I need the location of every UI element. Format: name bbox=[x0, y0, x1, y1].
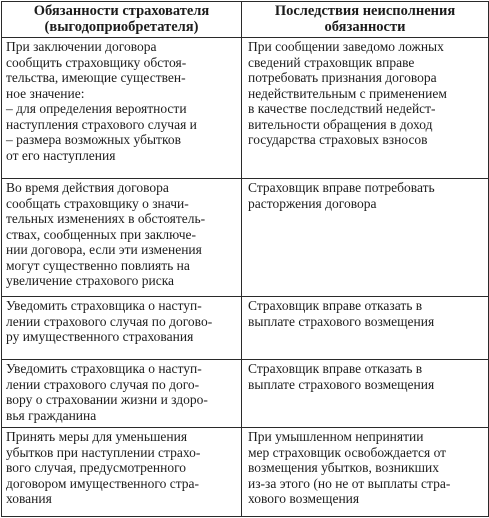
duty-line: лении страхового случая по дого- bbox=[6, 376, 200, 392]
duty-cell bbox=[2, 428, 242, 517]
duty-cell bbox=[2, 297, 242, 360]
consequence-line: расторжения договора bbox=[248, 195, 377, 211]
consequence-line: мер страховщик освобождается от bbox=[248, 444, 447, 460]
consequence-line: государства страховых взносов bbox=[248, 132, 428, 147]
duty-line: Уведомить страховщика о наступ- bbox=[6, 298, 202, 313]
duty-line: сообщить страховщику обстоя- bbox=[6, 54, 187, 70]
duty-line: нии договора, если эти изменения bbox=[6, 242, 202, 257]
duty-line: вору о страховании жизни и здоро- bbox=[6, 392, 208, 407]
duty-line: Принять меры для уменьшения bbox=[6, 429, 188, 444]
duty-line: хования bbox=[6, 491, 52, 506]
header-obligations-line: (выгодоприобретателя) bbox=[44, 19, 199, 35]
consequence-cell bbox=[242, 428, 489, 517]
duty-line: наступления страхового случая и bbox=[6, 116, 197, 132]
duty-line: ное значение: bbox=[6, 85, 85, 101]
consequence-line: вительности обращения в доход bbox=[248, 116, 433, 132]
consequence-line: возмещения убытков, возникших bbox=[248, 460, 440, 475]
obligations-table bbox=[1, 1, 489, 517]
duty-line: договором имущественного стра- bbox=[6, 475, 200, 491]
header-consequences bbox=[242, 2, 489, 38]
duty-line: тельства, имеющие существен- bbox=[6, 70, 186, 85]
header-consequences-line: Последствия неисполнения bbox=[274, 3, 456, 19]
table-header-row bbox=[2, 2, 489, 38]
table-row bbox=[2, 179, 489, 297]
consequence-line: недействительным с применением bbox=[248, 85, 447, 101]
duty-line: вья гражданина bbox=[6, 407, 97, 423]
consequence-cell bbox=[242, 179, 489, 297]
header-obligations bbox=[2, 2, 242, 38]
consequence-line: из-за этого (но не от выплаты стра- bbox=[248, 475, 451, 491]
duty-line: убытков при наступлении страхо- bbox=[6, 444, 201, 460]
consequence-cell bbox=[242, 297, 489, 360]
duty-line: ру имущественного страхования bbox=[6, 329, 194, 344]
consequence-line: выплате страхового возмещения bbox=[248, 376, 435, 392]
header-obligations-line: Обязанности страхователя bbox=[33, 3, 210, 19]
duty-line: увеличение страхового риска bbox=[6, 273, 175, 288]
table-row bbox=[2, 297, 489, 360]
consequence-line: При умышленном непринятии bbox=[248, 429, 424, 444]
consequence-line: При сообщении заведомо ложных bbox=[248, 39, 444, 54]
table-row bbox=[2, 360, 489, 428]
consequence-cell bbox=[242, 360, 489, 428]
header-consequences-line: обязанности bbox=[324, 19, 406, 35]
duty-line: могут существенно повлиять на bbox=[6, 257, 190, 273]
duty-line: При заключении договора bbox=[6, 39, 157, 54]
consequence-line: в качестве последствий недейст- bbox=[248, 101, 436, 116]
duty-line: ствах, сообщенных при заключе- bbox=[6, 226, 197, 242]
duty-line: Уведомить страховщика о наступ- bbox=[6, 361, 202, 376]
table-row bbox=[2, 428, 489, 517]
consequence-line: Страховщик вправе потребовать bbox=[248, 180, 435, 195]
duty-line: – размера возможных убытков bbox=[6, 132, 181, 147]
duty-line: Во время действия договора bbox=[6, 180, 169, 195]
table-row bbox=[2, 38, 489, 179]
duty-line: тельных изменениях в обстоятель- bbox=[6, 211, 206, 226]
duty-line: сообщать страховщику о значи- bbox=[6, 195, 189, 211]
duty-cell bbox=[2, 38, 242, 179]
consequence-cell bbox=[242, 38, 489, 179]
consequence-line: выплате страхового возмещения bbox=[248, 313, 435, 329]
duty-line: вого случая, предусмотренного bbox=[6, 460, 187, 475]
consequence-line: Страховщик вправе отказать в bbox=[248, 298, 423, 313]
duty-cell bbox=[2, 179, 242, 297]
consequence-line: потребовать признания договора bbox=[248, 70, 437, 85]
consequence-line: сведений страховщик вправе bbox=[248, 54, 415, 70]
duty-cell bbox=[2, 360, 242, 428]
duty-line: лении страхового случая по догово- bbox=[6, 313, 213, 329]
duty-line: – для определения вероятности bbox=[6, 101, 187, 116]
consequence-line: хового возмещения bbox=[248, 491, 360, 506]
duty-line: от его наступления bbox=[6, 147, 116, 163]
consequence-line: Страховщик вправе отказать в bbox=[248, 361, 423, 376]
